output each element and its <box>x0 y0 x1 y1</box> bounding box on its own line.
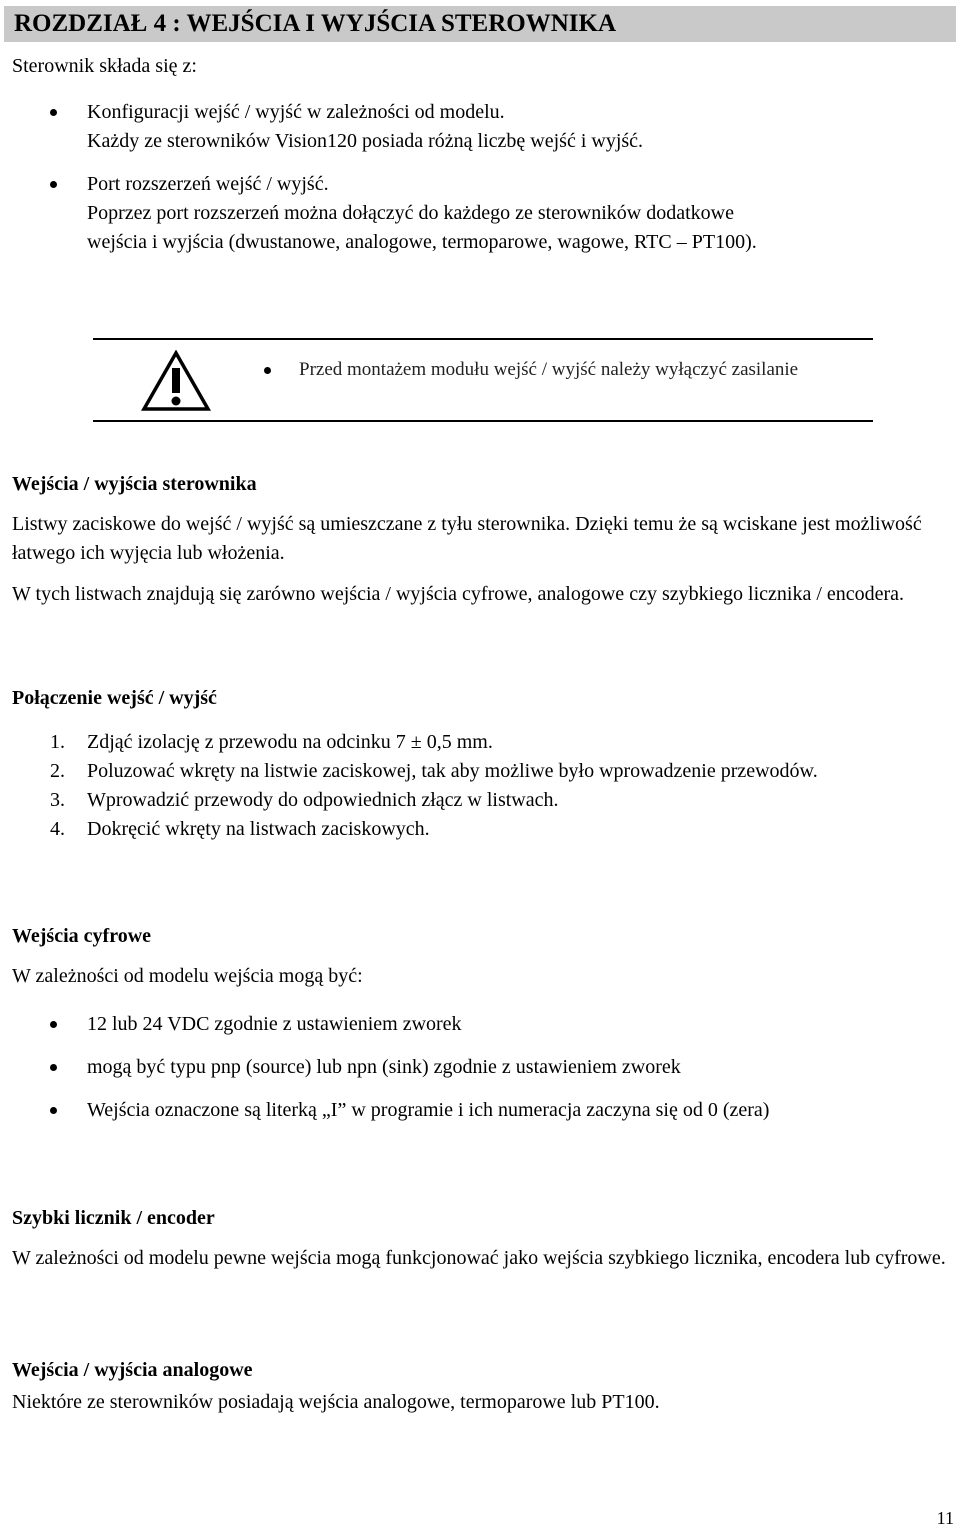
bullet-line: Konfiguracji wejść / wyjść w zależności od modelu. <box>87 101 505 123</box>
intro-text: Sterownik składa się z: <box>12 55 197 77</box>
step-number: 2. <box>50 760 65 782</box>
step-text: Dokręcić wkręty na listwach zaciskowych. <box>87 818 430 840</box>
bullet-icon <box>264 367 271 374</box>
page-number: 11 <box>936 1508 954 1528</box>
bullet-line: wejścia i wyjścia (dwustanowe, analogowe, termoparowe, wagowe, RTC – PT100). <box>87 231 757 253</box>
list-item <box>50 98 950 156</box>
bullet-line: Port rozszerzeń wejść / wyjść. <box>87 173 329 195</box>
warning-text: Przed montażem modułu wejść / wyjść należy wyłączyć zasilanie <box>299 359 799 380</box>
step-number: 1. <box>50 731 65 753</box>
step-text: Poluzować wkręty na listwie zaciskowej, tak aby możliwe było wprowadzenie przewodów. <box>87 760 818 782</box>
warning-triangle-icon <box>141 350 211 412</box>
bullet-icon <box>50 109 57 116</box>
intro-bullet-list <box>50 98 950 257</box>
list-item <box>50 1096 907 1125</box>
chapter-title: ROZDZIAŁ 4 : WEJŚCIA I WYJŚCIA STEROWNIKA <box>4 6 956 42</box>
connection-steps-list <box>50 728 956 844</box>
list-item <box>50 757 956 786</box>
section-heading-counter: Szybki licznik / encoder <box>12 1207 215 1229</box>
bullet-icon <box>50 1064 57 1071</box>
paragraph: W tych listwach znajdują się zarówno wejścia / wyjścia cyfrowe, analogowe czy szybkiego licznika / encodera. <box>12 583 905 605</box>
digital-bullet-list <box>50 1010 950 1125</box>
bullet-text: Wejścia oznaczone są literką „I” w programie i ich numeracja zaczyna się od 0 (zera) <box>87 1099 770 1121</box>
list-item <box>50 815 956 844</box>
bullet-line: Poprzez port rozszerzeń można dołączyć do każdego ze sterowników dodatkowe <box>87 202 734 224</box>
list-item <box>50 728 956 757</box>
paragraph: Niektóre ze sterowników posiadają wejścia analogowe, termoparowe lub PT100. <box>12 1391 660 1413</box>
bullet-text: mogą być typu pnp (source) lub npn (sink) zgodnie z ustawieniem zworek <box>87 1056 681 1078</box>
list-item <box>50 170 950 257</box>
section-heading-digital: Wejścia cyfrowe <box>12 925 152 947</box>
step-text: Zdjąć izolację z przewodu na odcinku 7 ± 0,5 mm. <box>87 731 493 753</box>
step-text: Wprowadzić przewody do odpowiednich złącz w listwach. <box>87 789 559 811</box>
section-heading-io: Wejścia / wyjścia sterownika <box>12 473 257 495</box>
section-heading-analog: Wejścia / wyjścia analogowe <box>12 1359 253 1381</box>
warning-box <box>93 338 873 422</box>
list-item <box>50 1010 950 1039</box>
bullet-icon <box>50 1021 57 1028</box>
paragraph: W zależności od modelu pewne wejścia mogą funkcjonować jako wejścia szybkiego licznika, encodera lub cyfrowe. <box>12 1247 946 1269</box>
paragraph: Listwy zaciskowe do wejść / wyjść są umieszczane z tyłu sterownika. Dzięki temu że są wciskane jest możliwość łatwego ich wyjęcia lub włożenia. <box>12 513 922 564</box>
warning-text-block <box>299 356 859 383</box>
step-number: 4. <box>50 818 65 840</box>
bullet-icon <box>50 1107 57 1114</box>
list-item <box>50 1053 950 1082</box>
bullet-line: Każdy ze sterowników Vision120 posiada różną liczbę wejść i wyjść. <box>87 130 644 152</box>
step-number: 3. <box>50 789 65 811</box>
section-heading-connection: Połączenie wejść / wyjść <box>12 687 217 709</box>
bullet-text: 12 lub 24 VDC zgodnie z ustawieniem zworek <box>87 1013 462 1035</box>
list-item <box>50 786 956 815</box>
paragraph: W zależności od modelu wejścia mogą być: <box>12 965 363 987</box>
bullet-icon <box>50 181 57 188</box>
